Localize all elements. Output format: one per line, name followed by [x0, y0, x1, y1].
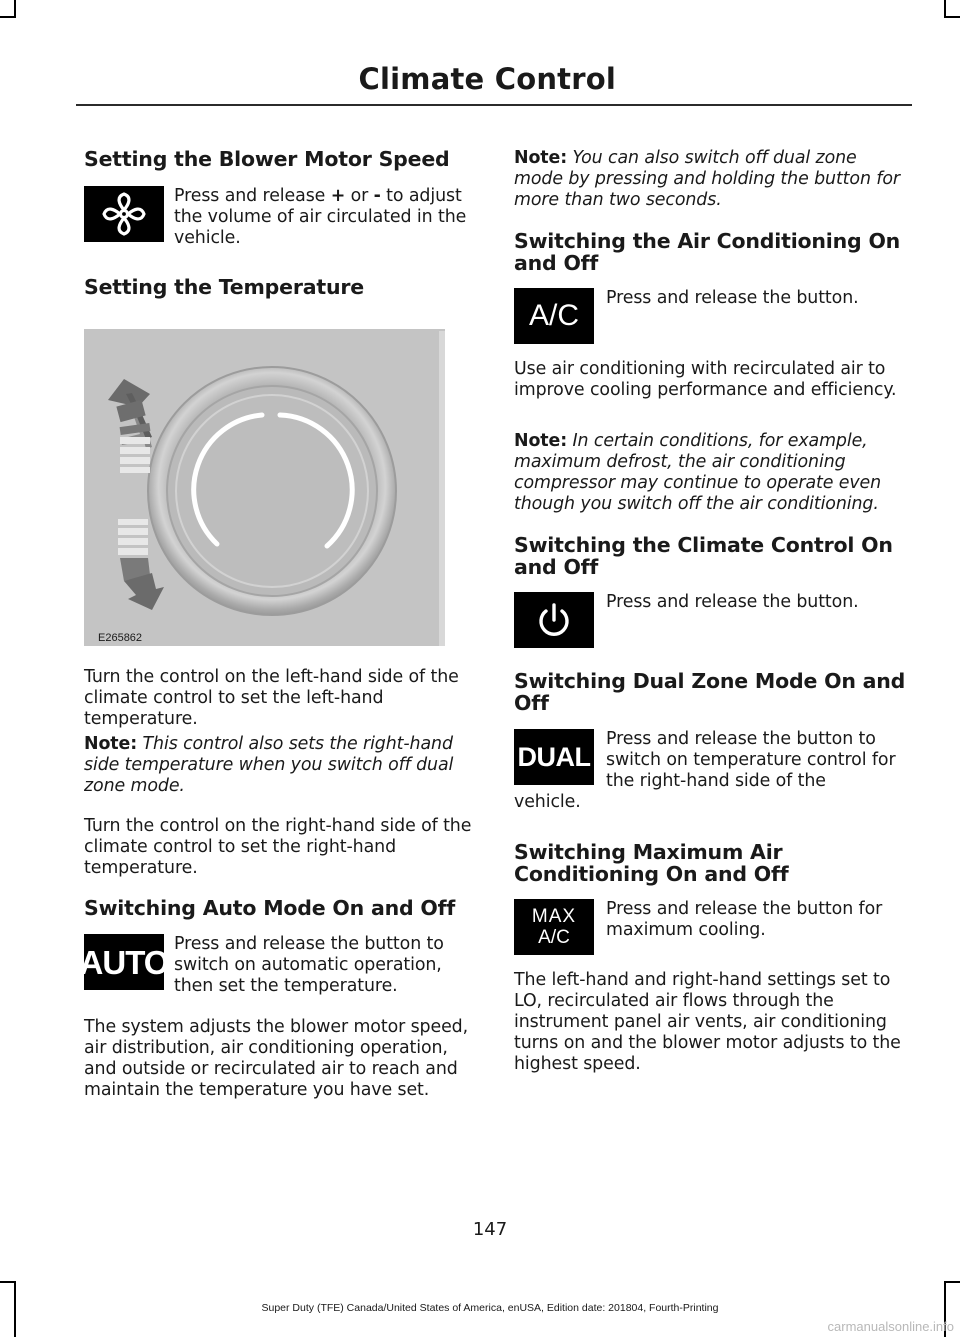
crop-mark [944, 1281, 960, 1283]
blower-heading: Setting the Blower Motor Speed [84, 147, 450, 171]
header-rule [76, 104, 912, 106]
maxac-heading: Switching Maximum Air Conditioning On and Off [514, 840, 789, 886]
plus-symbol: + [330, 186, 346, 206]
power-text: Press and release the button. [606, 592, 859, 612]
blower-text: Press and release + or - to adjust the volume of air circulated in the vehicle. [174, 186, 467, 248]
temperature-p1: Turn the control on the left-hand side of the climate control to set the left-hand temperature. [84, 667, 459, 729]
ac-heading: Switching the Air Conditioning On and Off [514, 229, 901, 275]
ac-p: Use air conditioning with recirculated air to improve cooling performance and efficiency. [514, 359, 897, 400]
watermark: carmanualsonline.info [827, 1319, 954, 1334]
dual-text: Press and release the button to switch on temperature control for the right-hand side of the [606, 729, 896, 791]
ac-text: Press and release the button. [606, 288, 859, 308]
figure-id: E265862 [98, 632, 143, 644]
auto-button-icon: AUTO [84, 934, 164, 990]
crop-mark [0, 1281, 16, 1283]
max-ac-button-icon: MAX A/C [514, 899, 594, 955]
minus-symbol: - [373, 186, 381, 206]
edition-line: Super Duty (TFE) Canada/United States of America, enUSA, Edition date: 201804, Fourth-Printing [261, 1302, 719, 1314]
maxac-text: Press and release the button for maximum cooling. [606, 899, 883, 940]
temperature-p2: Turn the control on the right-hand side of the climate control to set the right-hand temperature. [84, 816, 472, 878]
crop-mark [0, 16, 16, 18]
power-heading: Switching the Climate Control On and Off [514, 533, 893, 579]
power-icon [514, 592, 594, 648]
auto-heading: Switching Auto Mode On and Off [84, 896, 456, 920]
dual-button-icon: DUAL [514, 729, 594, 785]
ac-note: Note: In certain conditions, for example, maximum defrost, the air conditioning compressor may continue to operate even though you switch off the air conditioning. [514, 431, 882, 514]
ac-button-icon: A/C [514, 288, 594, 344]
dual-heading: Switching Dual Zone Mode On and Off [514, 669, 906, 715]
auto-p: The system adjusts the blower motor speed, air distribution, air conditioning operation, and outside or recirculated air to reach and maintain the temperature you have set. [84, 1017, 469, 1100]
dual-hold-note: Note: You can also switch off dual zone mode by pressing and holding the button for more than two seconds. [514, 148, 900, 210]
temperature-note: Note: This control also sets the right-hand side temperature when you switch off dual zone mode. [84, 734, 454, 796]
temperature-heading: Setting the Temperature [84, 275, 364, 299]
fan-icon [84, 186, 164, 242]
dual-text-cont: vehicle. [514, 792, 581, 812]
temperature-knob-illustration [84, 329, 445, 646]
maxac-p: The left-hand and right-hand settings set to LO, recirculated air flows through the instrument panel air vents, air conditioning turns on and the blower motor adjusts to the highest speed. [514, 970, 901, 1074]
auto-text: Press and release the button to switch on automatic operation, then set the temperature. [174, 934, 444, 996]
crop-mark [944, 16, 960, 18]
page-number: 147 [472, 1219, 508, 1240]
page-title: Climate Control [358, 62, 616, 96]
